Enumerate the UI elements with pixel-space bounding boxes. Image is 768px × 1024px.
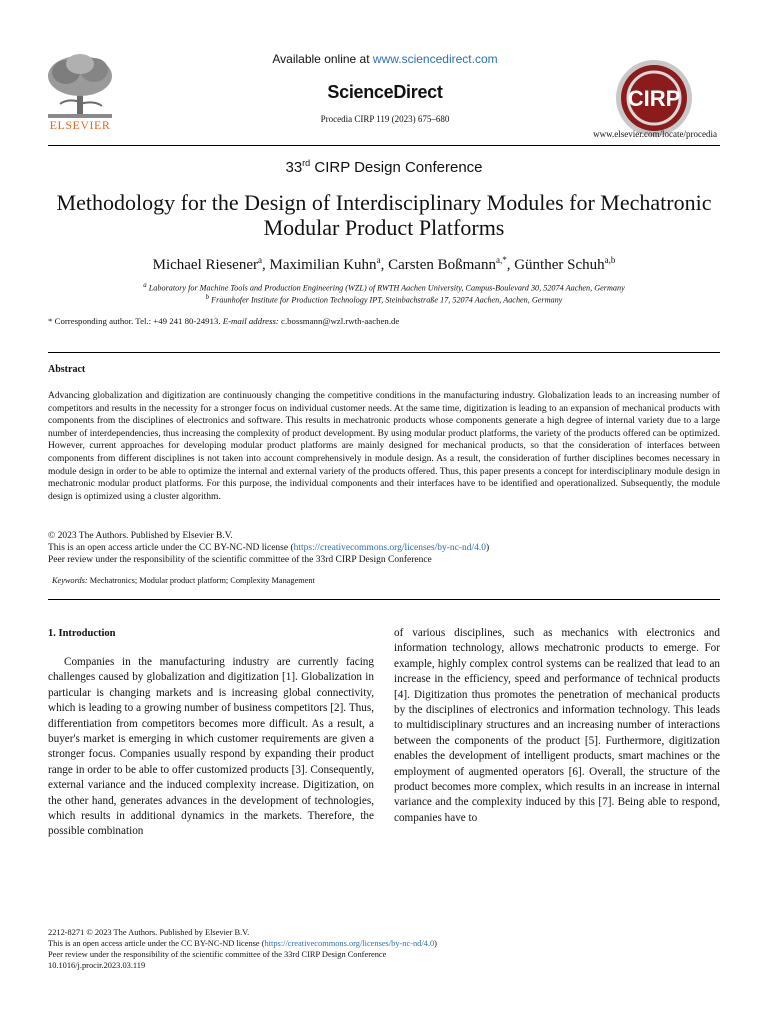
abstract-peer-review: Peer review under the responsibility of the scientific committee of the 33rd CIRP Design Conference bbox=[48, 555, 432, 565]
abstract-copyright: © 2023 The Authors. Published by Elsevier B.V. bbox=[48, 531, 233, 541]
conference-name bbox=[48, 158, 720, 176]
header-divider bbox=[48, 145, 720, 146]
affiliation-text: Laboratory for Machine Tools and Production Engineering (WZL) of RWTH Aachen University, Campus-Boulevard 30, 52074 Aachen, Germany bbox=[146, 283, 625, 293]
email-address[interactable]: c.bossmann@wzl.rwth-aachen.de bbox=[278, 316, 400, 326]
sciencedirect-wordmark: ScienceDirect bbox=[327, 82, 443, 102]
license-label: This is an open access article under the CC BY-NC-ND license ( bbox=[48, 543, 294, 553]
conference-ordinal-suffix: rd bbox=[302, 158, 311, 168]
author-separator: , bbox=[380, 257, 389, 273]
abstract-text: Advancing globalization and digitization are continuously changing the competitive conditions in the manufacturing industry. Globalization leads to an increasing number of competitors and results in the necessity for a stronger focus on individual customer needs. At the same time, digitization is leading to an expansion of mechanical products with components from the disciplines of electronics and software. This results in mechatronic products whose components generate a high degree of internal variety due to a large number of interdependencies, thus increasing the complexity of product development. By using modular product platforms, the variety of the products offered can be optimized. However, current approaches for developing modular product platforms are mainly designed for mechanical products, so that the consideration of interfaces between components from different disciplines is not taken into account comprehensively in module design. As a result, the consideration of further disciplines becomes necessary in module design in order to be able to optimize the internal and external variety of the products offered. Thus, this paper presents a concept for interdisciplinary module design in mechatronic modular product platforms. For this purpose, the individual components and their interfaces have to be identified and operationalized. Subsequently, the module design is optimized using a cluster algorithm. bbox=[48, 391, 720, 502]
footer-license-label: This is an open access article under the CC BY-NC-ND license ( bbox=[48, 939, 265, 948]
affiliation-b bbox=[48, 294, 720, 305]
keywords bbox=[52, 576, 720, 585]
email-label: E-mail address: bbox=[222, 316, 279, 326]
available-online bbox=[230, 52, 540, 66]
corresponding-prefix: * Corresponding author. Tel.: +49 241 80-24913. bbox=[48, 316, 223, 326]
publisher-url[interactable]: www.elsevier.com/locate/procedia bbox=[593, 129, 717, 139]
affiliation-mark: a bbox=[143, 282, 147, 289]
keywords-list: Mechatronics; Modular product platform; Complexity Management bbox=[87, 576, 315, 585]
author-affiliation-mark: a,b bbox=[604, 255, 616, 265]
journal-reference: Procedia CIRP 119 (2023) 675–680 bbox=[320, 114, 450, 124]
author-separator: , bbox=[506, 257, 515, 273]
keywords-label: Keywords: bbox=[52, 576, 88, 585]
abstract-heading: Abstract bbox=[48, 364, 86, 375]
footer-license-link[interactable]: https://creativecommons.org/licenses/by-nc-nd/4.0 bbox=[264, 939, 435, 948]
author-separator: , bbox=[261, 257, 270, 273]
abstract-license bbox=[48, 542, 720, 555]
author-affiliation-mark: a bbox=[376, 255, 381, 265]
footer-peer-review: Peer review under the responsibility of the scientific committee of the 33rd CIRP Design Conference bbox=[48, 950, 387, 959]
footer-issn: 2212-8271 © 2023 The Authors. Published by Elsevier B.V. bbox=[48, 928, 250, 937]
intro-left-column: Companies in the manufacturing industry are currently facing challenges caused by globalization and digitization [1]. Globalization in particular is changing markets and is increasing global connectivity, which is leading to a growing number of business competitors [2]. Thus, differentiation from competitors becomes more difficult. As a result, a buyer's market is emerging in which customer requirements are given a stronger focus. Companies usually respond by expanding their product range in order to be able to offer customized products [3]. Consequently, external variance and the induced complexity increase. Digitization, on the other hand, generates advances in the development of technologies, which results in additional dynamics in the markets. Therefore, the possible combination bbox=[48, 656, 374, 838]
section-heading-introduction: 1. Introduction bbox=[48, 628, 116, 639]
affiliation-text: Fraunhofer Institute for Production Technology IPT, Steinbachstraße 17, 52074 Aachen, Aachen, Germany bbox=[209, 295, 563, 305]
available-online-label: Available online at bbox=[272, 52, 373, 66]
author-name: Günther Schuh bbox=[514, 257, 605, 273]
author-affiliation-mark: a,* bbox=[495, 255, 507, 265]
author-affiliation-mark: a bbox=[257, 255, 262, 265]
sciencedirect-link[interactable]: www.sciencedirect.com bbox=[372, 52, 498, 66]
corresponding-author bbox=[48, 316, 720, 326]
author-name: Carsten Boßmann bbox=[388, 257, 496, 273]
affiliation-mark: b bbox=[205, 294, 210, 301]
abstract-top-divider bbox=[48, 352, 720, 353]
license-link[interactable]: https://creativecommons.org/licenses/by-nc-nd/4.0 bbox=[293, 543, 487, 553]
paper-title: Methodology for the Design of Interdisciplinary Modules for Mechatronic Modular Product Platforms bbox=[56, 190, 712, 240]
abstract-bottom-divider bbox=[48, 599, 720, 600]
conference-title: CIRP Design Conference bbox=[310, 159, 483, 176]
cirp-logo bbox=[614, 58, 694, 138]
footer-doi[interactable]: 10.1016/j.procir.2023.03.119 bbox=[48, 961, 146, 970]
conference-ordinal: 33 bbox=[285, 159, 303, 176]
elsevier-wordmark: ELSEVIER bbox=[49, 118, 111, 132]
author-name: Michael Riesener bbox=[152, 257, 258, 273]
cirp-logo-text: CIRP bbox=[627, 86, 681, 111]
license-suffix: ) bbox=[486, 543, 490, 553]
author-list bbox=[48, 255, 720, 274]
intro-right-column: of various disciplines, such as mechanics with electronics and information technology, allows mechatronic products to emerge. For example, highly complex control systems can be realized that lead to an increase in the efficiency, speed and performance of technical products [4]. Digitization thus promotes the penetration of mechanical products by the disciplines of electronics and information technology. This leads to multidisciplinary structures and an increasing number of interactions between the components of the product [5]. Furthermore, digitization enables the development of intelligent products, smart machines or the employment of augmented operators [6]. Overall, the structure of the product becomes more complex, which results in an increase in internal variance and the complexity induced by this [7]. Being able to respond, companies have to bbox=[394, 627, 720, 824]
affiliation-a bbox=[48, 282, 720, 293]
author-name: Maximilian Kuhn bbox=[269, 257, 377, 273]
footer-license bbox=[48, 938, 720, 949]
footer-license-suffix: ) bbox=[434, 939, 437, 948]
